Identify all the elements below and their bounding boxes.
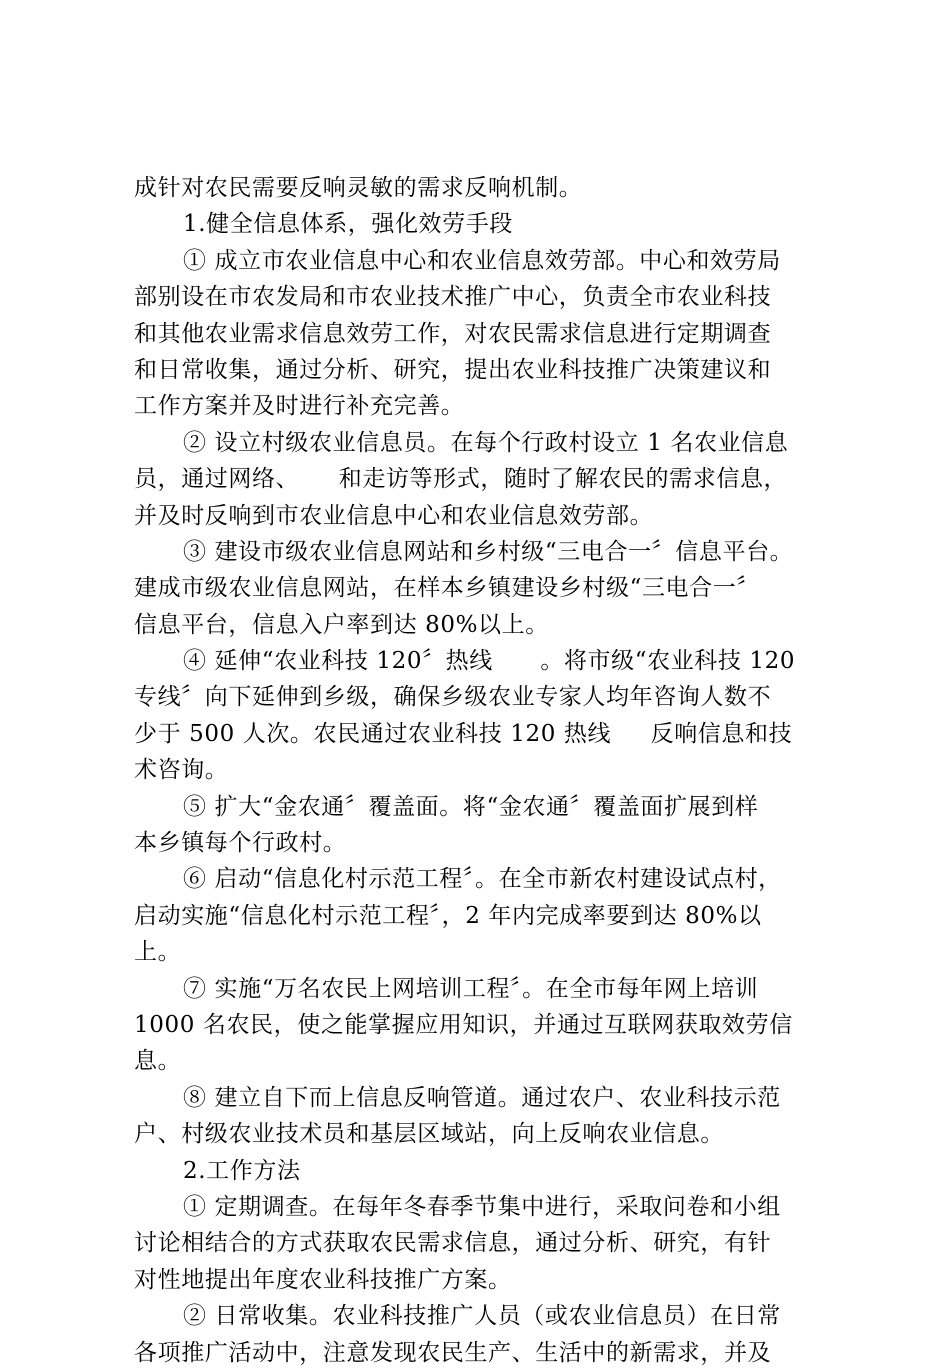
text-line: 和其他农业需求信息效劳工作，对农民需求信息进行定期调查 [134, 320, 772, 347]
text-line: ② 日常收集。农业科技推广人员（或农业信息员）在日常 [183, 1303, 781, 1330]
text-line: ⑤ 扩大“金农通〞覆盖面。将“金农通〞覆盖面扩展到样 [183, 793, 759, 820]
text-line: 并及时反响到市农业信息中心和农业信息效劳部。 [134, 502, 654, 529]
text-line: 专线〞向下延伸到乡级，确保乡级农业专家人均年咨询人数不 [134, 684, 772, 711]
text-line: 启动实施“信息化村示范工程〞，2 年内完成率要到达 80%以 [134, 902, 762, 929]
text-line: 对性地提出年度农业科技推广方案。 [134, 1266, 512, 1293]
text-line: ① 成立市农业信息中心和农业信息效劳部。中心和效劳局 [183, 247, 781, 274]
text-line: ② 设立村级农业信息员。在每个行政村设立 1 名农业信息 [183, 429, 789, 456]
text-line: 息。 [134, 1048, 182, 1075]
text-line: ⑥ 启动“信息化村示范工程〞。在全市新农村建设试点村， [183, 866, 782, 893]
text-line: 各项推广活动中，注意发现农民生产、生活中的新需求，并及 [134, 1339, 772, 1366]
text-line: 和日常收集，通过分析、研究，提出农业科技推广决策建议和 [134, 356, 772, 383]
text-line: 工作方案并及时进行补充完善。 [134, 393, 465, 420]
text-line: 上。 [134, 939, 182, 966]
text-line: 员，通过网络、 和走访等形式，随时了解农民的需求信息， [134, 466, 788, 493]
text-line: ④ 延伸“农业科技 120〞热线 。将市级“农业科技 120 [183, 648, 796, 675]
text-line: 本乡镇每个行政村。 [134, 830, 347, 857]
text-line: 1.健全信息体系，强化效劳手段 [183, 211, 513, 238]
text-line: ③ 建设市级农业信息网站和乡村级“三电合一〞信息平台。 [183, 538, 794, 565]
text-line: ⑦ 实施“万名农民上网培训工程〞。在全市每年网上培训 [183, 975, 759, 1002]
text-line: ① 定期调查。在每年冬春季节集中进行，采取问卷和小组 [183, 1193, 781, 1220]
text-line: 部别设在市农发局和市农业技术推广中心，负责全市农业科技 [134, 284, 772, 311]
text-line: 户、村级农业技术员和基层区域站，向上反响农业信息。 [134, 1121, 724, 1148]
text-line: 1000 名农民，使之能掌握应用知识，并通过互联网获取效劳信 [134, 1011, 793, 1038]
text-line: 少于 500 人次。农民通过农业科技 120 热线 反响信息和技 [134, 720, 793, 747]
text-line: 信息平台，信息入户率到达 80%以上。 [134, 611, 549, 638]
text-line: 成针对农民需要反响灵敏的需求反响机制。 [134, 175, 583, 201]
text-line: 建成市级农业信息网站，在样本乡镇建设乡村级“三电合一〞 [134, 575, 760, 602]
text-line: ⑧ 建立自下而上信息反响管道。通过农户、农业科技示范 [183, 1084, 781, 1111]
body-text [134, 170, 834, 1371]
text-line: 2.工作方法 [183, 1157, 301, 1184]
text-line: 术咨询。 [134, 757, 229, 784]
text-line: 讨论相结合的方式获取农民需求信息，通过分析、研究，有针 [134, 1230, 772, 1257]
